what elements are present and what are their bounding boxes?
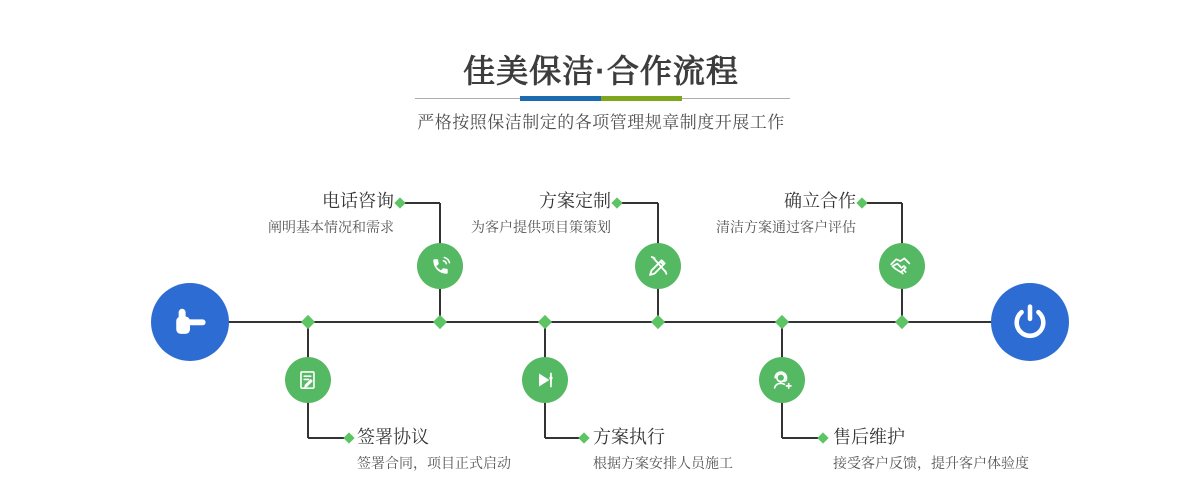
step-desc: 接受客户反馈，提升客户体验度 — [833, 455, 1029, 471]
page-title: 佳美保洁·合作流程 — [463, 53, 739, 89]
end-endpoint-circle — [991, 283, 1069, 361]
start-endpoint-circle — [151, 283, 229, 361]
timeline-diamond — [895, 315, 909, 329]
step-title: 方案定制 — [539, 191, 611, 211]
step-desc: 签署合同，项目正式启动 — [357, 455, 511, 471]
step-desc: 阐明基本情况和需求 — [268, 219, 394, 235]
step-plan-custom-circle — [635, 243, 681, 289]
timeline-diamond — [433, 315, 447, 329]
title-divider — [415, 96, 790, 102]
step-sign-contract-text — [357, 426, 511, 472]
handshake-icon — [888, 252, 916, 280]
step-plan-custom-text — [471, 190, 611, 236]
connector-line — [862, 202, 902, 204]
phone-icon — [427, 253, 454, 280]
elbow-diamond — [343, 432, 354, 443]
step-desc: 为客户提供项目策策划 — [471, 219, 611, 235]
step-phone-consult-text — [268, 190, 394, 236]
elbow-diamond — [611, 197, 622, 208]
step-cooperation-text — [716, 190, 856, 236]
divider-blue-segment — [520, 96, 601, 101]
connector-line — [400, 202, 440, 204]
step-sign-contract-circle — [285, 357, 331, 403]
step-cooperation-circle — [879, 243, 925, 289]
connector-line — [617, 202, 658, 204]
timeline-diamond — [775, 315, 789, 329]
power-icon — [1009, 301, 1051, 343]
elbow-diamond — [817, 432, 828, 443]
step-phone-consult-circle — [417, 243, 463, 289]
step-title: 签署协议 — [357, 427, 429, 447]
pointing-hand-icon — [168, 300, 212, 344]
step-plan-execute-circle — [522, 357, 568, 403]
pencils-icon — [645, 253, 672, 280]
divider-green-segment — [601, 96, 682, 101]
play-icon — [532, 367, 558, 393]
timeline-diamond — [301, 315, 315, 329]
step-title: 电话咨询 — [322, 191, 394, 211]
step-title: 售后维护 — [833, 427, 905, 447]
timeline-diamond — [651, 315, 665, 329]
elbow-diamond — [856, 197, 867, 208]
step-after-sale-circle — [759, 357, 805, 403]
service-icon — [769, 367, 796, 394]
step-desc: 清洁方案通过客户评估 — [716, 219, 856, 235]
step-plan-execute-text — [593, 426, 733, 472]
elbow-diamond — [578, 432, 589, 443]
page-subtitle: 严格按照保洁制定的各项管理规章制度开展工作 — [417, 113, 785, 132]
step-desc: 根据方案安排人员施工 — [593, 455, 733, 471]
contract-icon — [295, 367, 321, 393]
elbow-diamond — [394, 197, 405, 208]
step-title: 确立合作 — [784, 191, 856, 211]
step-after-sale-text — [833, 426, 1029, 472]
timeline-diamond — [538, 315, 552, 329]
step-title: 方案执行 — [593, 427, 665, 447]
